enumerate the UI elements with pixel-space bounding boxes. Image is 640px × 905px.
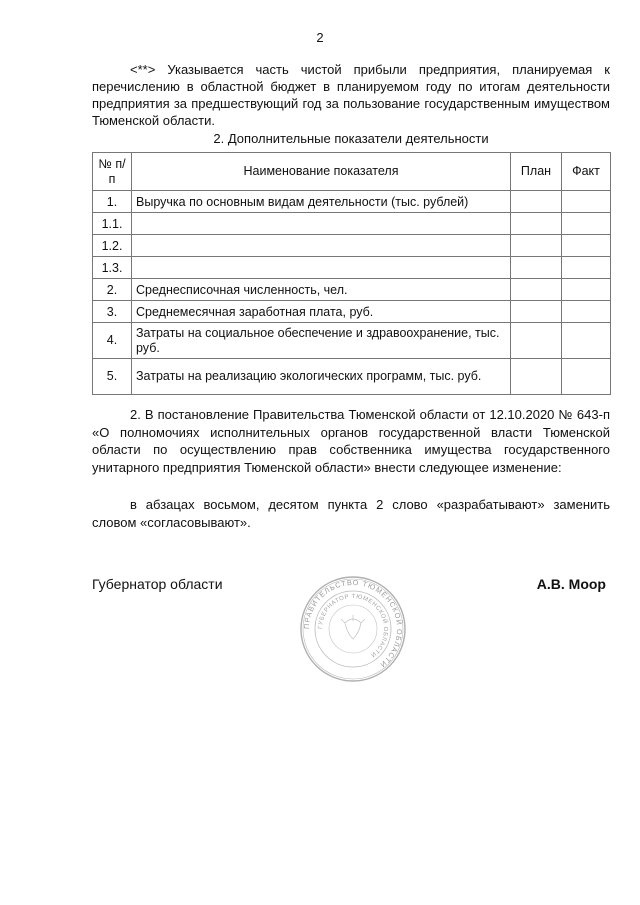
table-row (93, 323, 611, 359)
row-fact (562, 213, 611, 235)
header-fact: Факт (562, 153, 611, 191)
row-name: Затраты на реализацию экологических программ, тыс. руб. (132, 359, 511, 395)
table-row (93, 359, 611, 395)
row-num: 1.2. (93, 235, 132, 257)
row-name: Затраты на социальное обеспечение и здравоохранение, тыс. руб. (132, 323, 511, 359)
amendment-paragraph: 2. В постановление Правительства Тюменской области от 12.10.2020 № 643-п «О полномочиях исполнительных органов государственной власти Тюменской области по осуществлению прав собственника имущества государственного унитарного предприятия Тюменской области» внести следующее изменение: (92, 407, 610, 475)
row-plan (511, 257, 562, 279)
row-plan (511, 235, 562, 257)
seal-outer-text: ПРАВИТЕЛЬСТВО ТЮМЕНСКОЙ ОБЛАСТИ (301, 577, 405, 670)
table-row (93, 301, 611, 323)
row-num: 1. (93, 191, 132, 213)
seal-inner-text: ГУБЕРНАТОР ТЮМЕНСКОЙ ОБЛАСТИ (317, 593, 389, 659)
table-row (93, 257, 611, 279)
row-num: 4. (93, 323, 132, 359)
table-row (93, 191, 611, 213)
table-header-row (93, 153, 611, 191)
row-fact (562, 301, 611, 323)
header-plan: План (511, 153, 562, 191)
table-row (93, 279, 611, 301)
official-seal-icon (299, 575, 407, 683)
row-num: 3. (93, 301, 132, 323)
row-name: Среднесписочная численность, чел. (132, 279, 511, 301)
row-num: 2. (93, 279, 132, 301)
footnote: <**> Указывается часть чистой прибыли предприятия, планируемая к перечислению в областной бюджет в планируемом году по итогам деятельности предприятия за предшествующий год за пользование государственным имуществом Тюменской области. (92, 62, 610, 128)
row-plan (511, 323, 562, 359)
row-fact (562, 279, 611, 301)
row-name (132, 257, 511, 279)
signatory-title: Губернатор области (92, 576, 223, 592)
page-number: 2 (316, 30, 324, 45)
section-title: 2. Дополнительные показатели деятельности (213, 131, 489, 146)
table-row (93, 235, 611, 257)
row-plan (511, 191, 562, 213)
svg-text:ГУБЕРНАТОР ТЮМЕНСКОЙ ОБЛАСТИ (318, 594, 390, 658)
header-num: № п/п (93, 153, 132, 191)
indicators-table (92, 152, 611, 395)
replacement-paragraph: в абзацах восьмом, десятом пункта 2 слово «разрабатывают» заменить словом «согласовывают». (92, 497, 610, 530)
row-num: 1.3. (93, 257, 132, 279)
row-fact (562, 323, 611, 359)
row-plan (511, 213, 562, 235)
header-name: Наименование показателя (132, 153, 511, 191)
seal-emblem (341, 615, 365, 639)
row-name (132, 213, 511, 235)
row-plan (511, 279, 562, 301)
row-fact (562, 191, 611, 213)
row-fact (562, 257, 611, 279)
row-name: Среднемесячная заработная плата, руб. (132, 301, 511, 323)
row-plan (511, 359, 562, 395)
row-fact (562, 359, 611, 395)
row-num: 5. (93, 359, 132, 395)
row-num: 1.1. (93, 213, 132, 235)
row-name (132, 235, 511, 257)
table-row (93, 213, 611, 235)
row-name: Выручка по основным видам деятельности (тыс. рублей) (132, 191, 511, 213)
signatory-name: А.В. Моор (536, 576, 606, 592)
row-plan (511, 301, 562, 323)
row-fact (562, 235, 611, 257)
